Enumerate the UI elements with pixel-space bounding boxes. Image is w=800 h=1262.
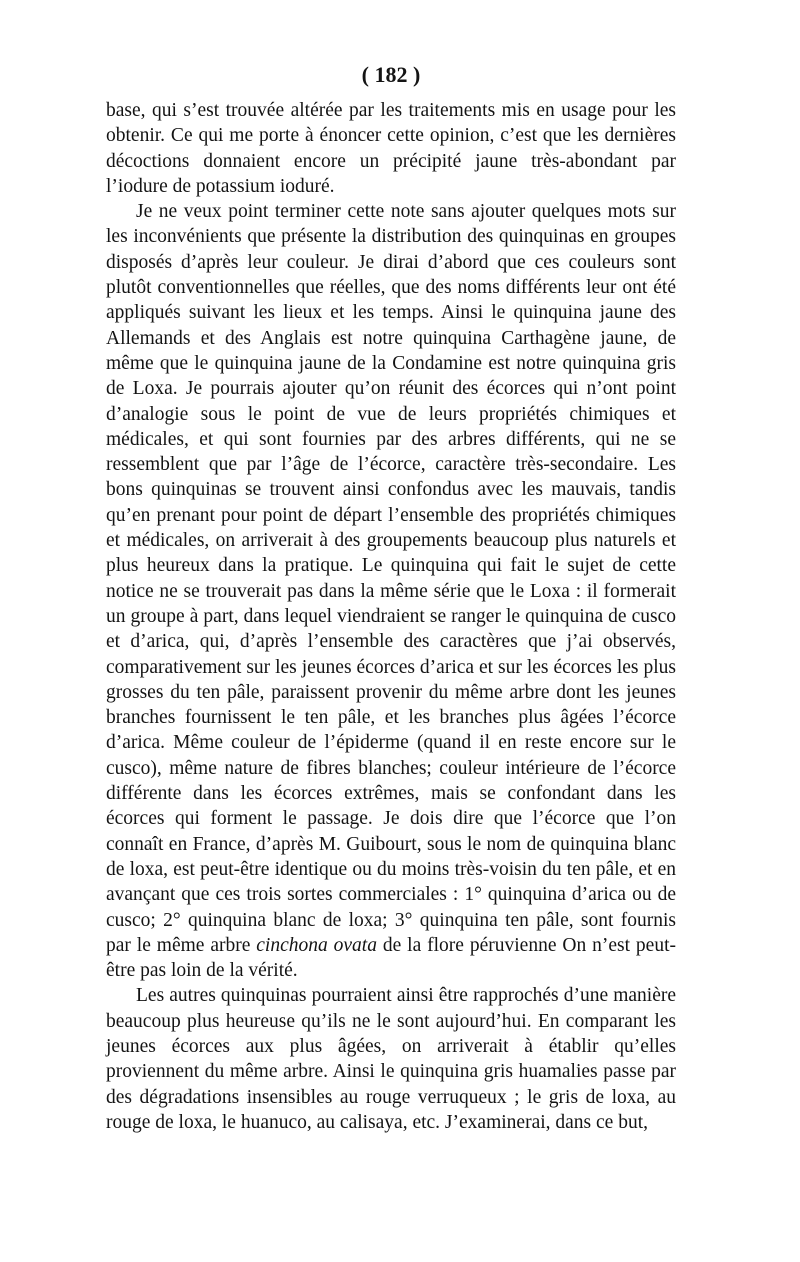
book-page — [106, 58, 676, 1135]
paragraph-2 — [106, 199, 676, 983]
paragraph-2-text-after: de la flore péruvienne On n’est peut-être pas loin de la vérité. — [106, 934, 676, 982]
paragraph-3: Les autres quinquinas pourraient ainsi être rapprochés d’une manière beaucoup plus heureuse qu’ils ne le sont aujourd’hui. En comparant les jeunes écorces aux plus âgées, on arriverait à établir qu’elles proviennent du même arbre. Ainsi le quinquina gris huamalies passe par des dégradations insensibles au rouge verruqueux ; le gris de loxa, au rouge de loxa, le huanuco, au calisaya, etc. J’examinerai, dans ce but, — [106, 985, 676, 1133]
page-number: ( 182 ) — [361, 62, 421, 87]
species-name: cinchona ovata — [256, 934, 377, 956]
paragraph-2-text-before: Je ne veux point terminer cette note sans ajouter quelques mots sur les inconvénients que présente la distribution des quinquinas en groupes disposés d’après leur couleur. Je dirai d’abord que ces couleurs sont plutôt conventionnelles que réelles, que des noms différents leur ont été appliqués suivant les lieux et les temps. Ainsi le quinquina jaune des Allemands et des Anglais est notre quinquina Carthagène jaune, de même que le quinquina jaune de la Condamine est notre quinquina gris de Loxa. Je pourrais ajouter qu’on réunit des écorces qui n’ont point d’analogie sous le point de vue de leurs propriétés chimiques et médicales, et qui sont fournies par des arbres différents, qui ne se ressemblent que par l’âge de l’écorce, caractère très-secondaire. Les bons quinquinas se trouvent ainsi confondus avec les mauvais, tandis qu’en prenant pour point de départ l’ensemble des propriétés chimiques et médicales, on arriverait à des groupements beaucoup plus naturels et plus heureux dans la pratique. Le quinquina qui fait le sujet de cette notice ne se trouverait pas dans la même série que le Loxa : il formerait un groupe à part, dans lequel viendraient se ranger le quinquina de cusco et d’arica, qui, d’après l’ensemble des caractères que j’ai observés, comparativement sur les jeunes écorces d’arica et sur les écorces les plus grosses du ten pâle, paraissent provenir du même arbre dont les jeunes branches fournissent le ten pâle, et les branches plus âgées l’écorce d’arica. Même couleur de l’épiderme (quand il en reste encore sur le cusco), même nature de fibres blanches; couleur intérieure de l’écorce différente dans les écorces extrêmes, mais se confondant dans les écorces qui forment le passage. Je dois dire que l’écorce que l’on connaît en France, d’après M. Guibourt, sous le nom de quinquina blanc de loxa, est peut-être identique ou du moins très-voisin du ten pâle, et en avançant que ces trois sortes commerciales : 1° quinquina d’arica ou de cusco; 2° quinquina blanc de loxa; 3° quinquina ten pâle, sont fournis par le même arbre — [106, 201, 676, 956]
paragraph-1: base, qui s’est trouvée altérée par les traitements mis en usage pour les obtenir. Ce qui me porte à énoncer cette opinion, c’est que les dernières décoctions donnaient encore un précipité jaune très-abondant par l’iodure de potassium ioduré. — [106, 100, 676, 197]
